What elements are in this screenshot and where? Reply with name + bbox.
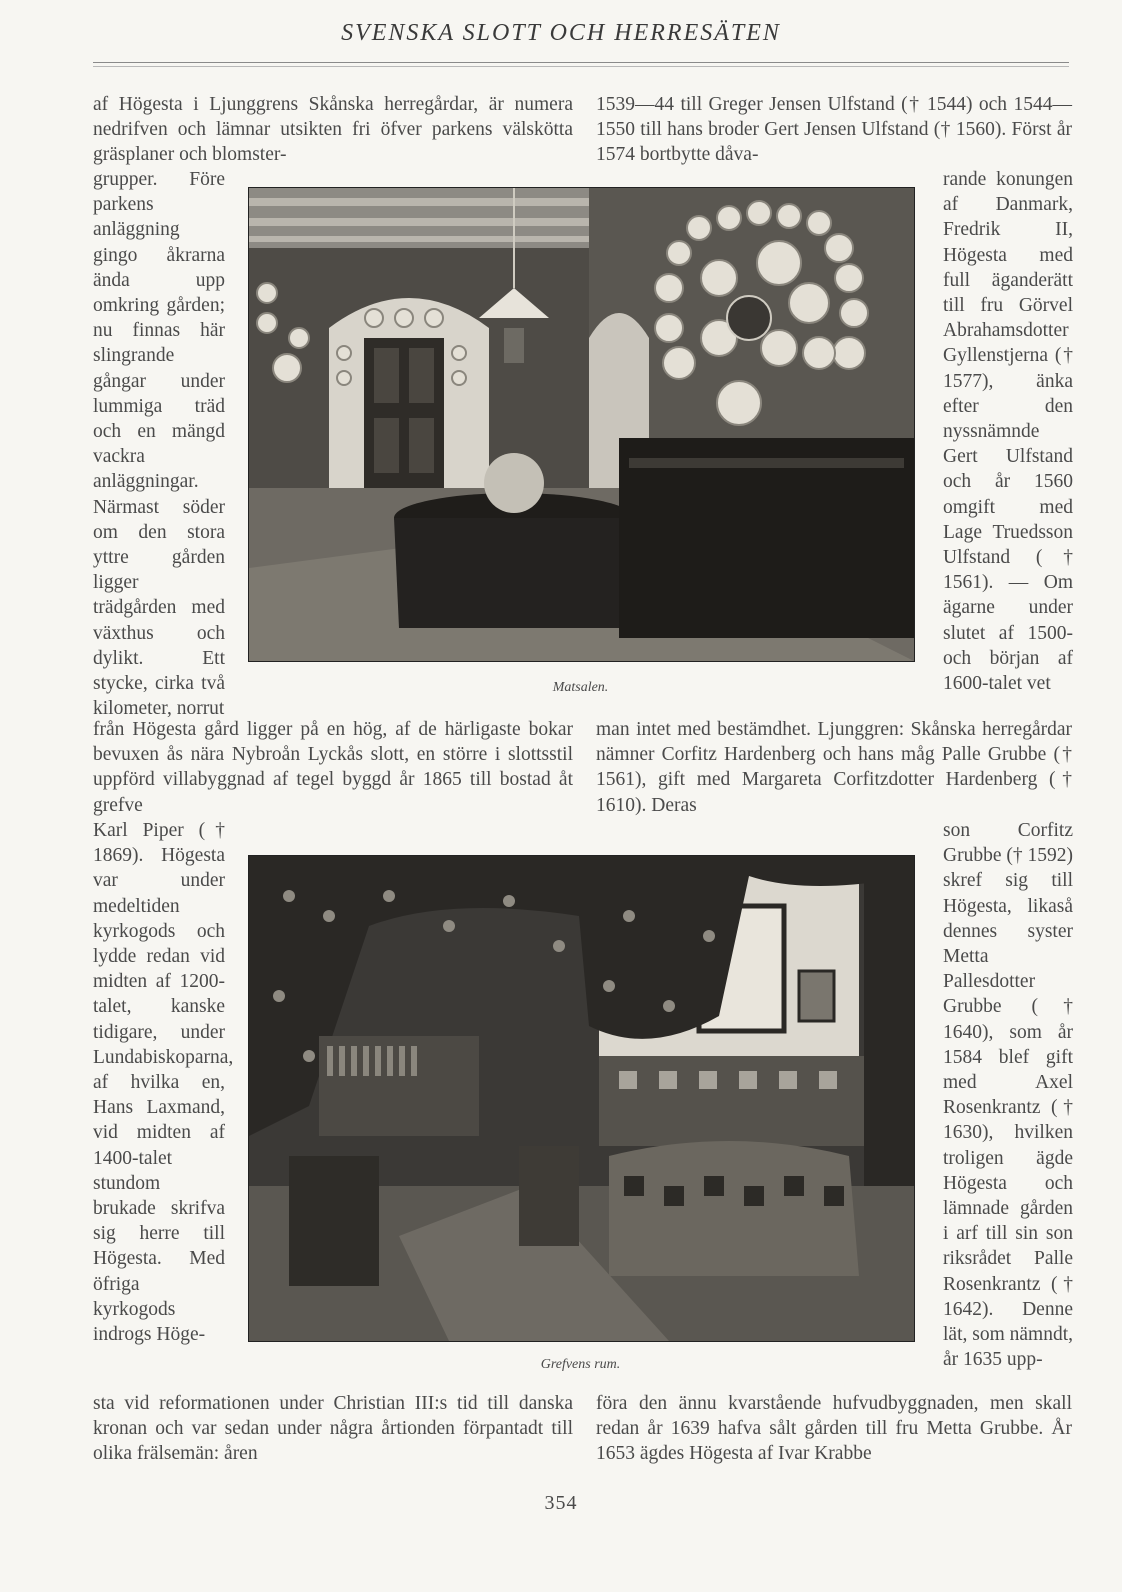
text-top-right: 1539—44 till Greger Jensen Ulfstand († 1544) och 1544—1550 till hans broder Gert Jensen Ulfstand († 1560). Först år 1574 bortbytte dåva- — [596, 94, 1072, 166]
text-middle-right: man intet med bestämdhet. Ljunggren: Skånska herregårdar nämner Corfitz Hardenberg och hans måg Palle Grubbe († 1561), gift med Margareta Corfitzdotter Hardenberg († 1610). Deras — [596, 719, 1072, 816]
dining-room-illustration — [249, 188, 914, 661]
text-side-right-1: rande konungen af Danmark, Fredrik II, Högesta med full äganderätt till fru Görvel Abrahamsdotter Gyllenstjerna († 1577), änka efter den nyssnämnde Gert Ulfstand och år 1560 omgift med Lage Truedsson Ulfstand († 1561). — Om ägarne under slutet af 1500- och början af 1600-talet vet — [943, 169, 1073, 695]
text-bottom-right: föra den ännu kvarstående hufvudbyggnaden, men skall redan år 1639 hafva sålt gården till fru Metta Grubbe. År 1653 ägdes Högesta af Ivar Krabbe — [596, 1393, 1072, 1465]
page-number: 354 — [544, 1492, 578, 1514]
counts-room-illustration — [249, 856, 914, 1341]
text-side-right-2: son Corfitz Grubbe († 1592) skref sig till Högesta, likaså dennes syster Metta Pallesdotter Grubbe († 1640), som år 1584 blef gift med Axel Rosenkrantz († 1630), hvilken troligen ägde Högesta och lämnade gården i arf till sin son riksrådet Palle Rosenkrantz († 1642). Denne lät, som nämndt, år 1635 upp- — [943, 820, 1073, 1371]
header-rule — [93, 62, 1069, 63]
caption-dining-room: Matsalen. — [552, 680, 609, 695]
text-top-left: af Högesta i Ljunggrens Skånska herregårdar, är numera nedrifven och lämnar utsikten fri öfver parkens välskötta gräsplaner och blomster- — [93, 94, 573, 166]
header-rule-secondary — [93, 66, 1069, 67]
text-side-left-2: Karl Piper († 1869). Högesta var under medeltiden kyrkogods och lydde redan vid midten af 1200-talet, kanske tidigare, under Lundabiskoparna, af hvilka en, Hans Laxmand, vid midten af 1400-talet stundom brukade skrifva sig herre till Högesta. Med öfriga kyrkogods indrogs Höge- — [93, 820, 234, 1346]
text-middle-left: från Högesta gård ligger på en hög, af de härligaste bokar bevuxen ås nära Nybroån Lyckås slott, en större i slottsstil uppförd villabyggnad af tegel byggd år 1865 till bostad åt grefve — [93, 719, 573, 816]
running-header: SVENSKA SLOTT OCH HERRESÄTEN — [341, 20, 781, 46]
text-bottom-left: sta vid reformationen under Christian III:s tid till danska kronan och var sedan under några årtionden förpantadt till olika frälsemän: åren — [93, 1393, 573, 1465]
text-side-left-1: grupper. Före parkens anläggning gingo åkrarna ända upp omkring gården; nu finnas här slingrande gångar under lummiga träd och en mängd vackra anläggningar. Närmast söder om den stora yttre gården ligger trädgården med växthus och dylikt. Ett stycke, cirka två kilometer, norrut — [93, 169, 225, 720]
photo-counts-room — [248, 855, 915, 1342]
photo-dining-room — [248, 187, 915, 662]
caption-counts-room: Grefvens rum. — [540, 1357, 621, 1372]
